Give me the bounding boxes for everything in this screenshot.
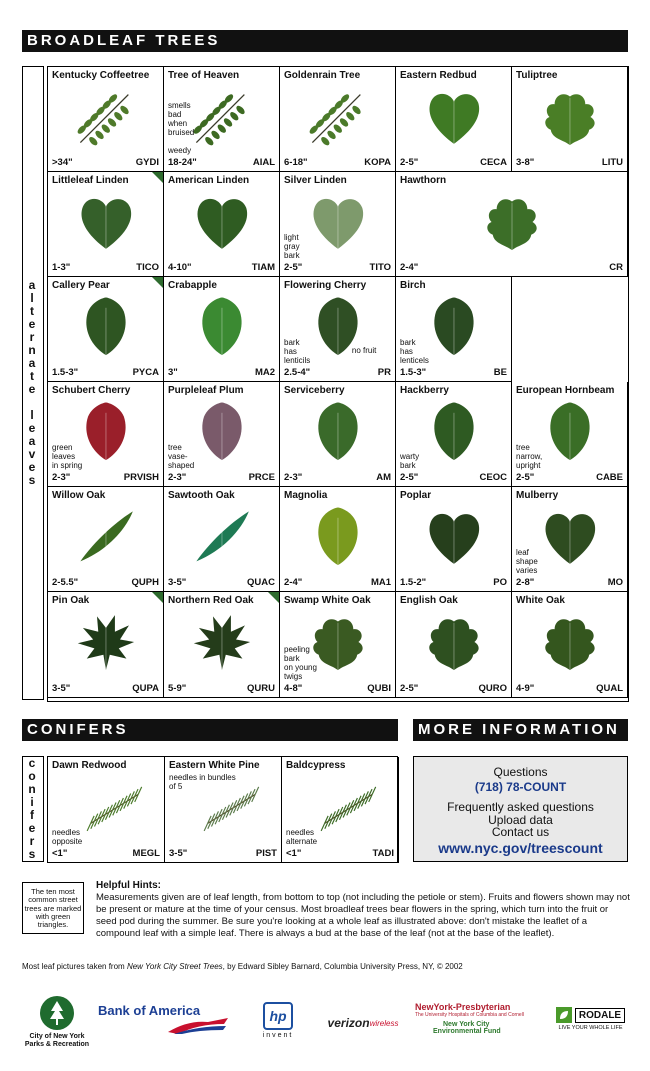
leaf-illustration	[186, 295, 258, 359]
more-info-header: MORE INFORMATION	[413, 719, 628, 741]
leaf-image	[534, 85, 606, 154]
legend-text: The ten most common street trees are marked with green triangles.	[24, 887, 82, 930]
species-code: CABE	[596, 472, 623, 483]
side-label-letter: s	[28, 473, 38, 487]
species-code: PO	[493, 577, 507, 588]
leaf-length: 1.5-3"	[52, 367, 79, 378]
hp-logo: hp invent	[256, 998, 300, 1042]
leaf-illustration	[186, 85, 258, 149]
tree-cell-english-oak	[396, 592, 512, 698]
leaf-length: 1.5-3"	[400, 367, 427, 378]
species-code: CECA	[480, 157, 507, 168]
species-code: MO	[607, 577, 623, 588]
broadleaf-side-label	[22, 66, 44, 700]
side-label-letter: e	[28, 821, 38, 835]
upload-data-link[interactable]: Upload data	[488, 812, 553, 827]
tree-name: Callery Pear	[52, 280, 110, 291]
tree-name: Goldenrain Tree	[284, 70, 361, 81]
leaf-length: 3"	[168, 367, 178, 378]
leaf-length: 1.5-2"	[400, 577, 427, 588]
faq-link[interactable]: Frequently asked questions	[447, 800, 594, 814]
tree-cell-eastern-white-pine	[165, 757, 282, 863]
tree-name: Tuliptree	[516, 70, 558, 81]
tree-cell-hawthorn	[396, 172, 628, 277]
species-code: QUPA	[132, 683, 159, 694]
leaf-image	[186, 610, 258, 679]
leaf-length: 2-5"	[400, 472, 419, 483]
species-code: CEOC	[479, 472, 507, 483]
tree-cell-white-oak	[512, 592, 628, 698]
tree-name: Pin Oak	[52, 595, 90, 606]
leaf-length: 1-3"	[52, 262, 71, 273]
website-url[interactable]: www.nyc.gov/treescount	[438, 839, 603, 856]
leaf-illustration	[302, 190, 374, 254]
common-tree-triangle-icon	[152, 277, 163, 288]
tree-note: bark has lenticels	[400, 338, 429, 365]
side-label-letter: f	[30, 808, 36, 822]
leaf-image	[534, 610, 606, 679]
photo-credit: Most leaf pictures taken from New York City Street Trees, by Edward Sibley Barnard, Columbia University Press, NY, © 2002	[22, 962, 463, 971]
tree-name: Tree of Heaven	[168, 70, 240, 81]
side-label-letter: e	[28, 382, 38, 396]
leaf-illustration	[70, 85, 142, 149]
leaf-illustration	[302, 400, 374, 464]
leaf-illustration	[418, 400, 490, 464]
tree-cell-hackberry	[396, 382, 512, 487]
tree-cell-tree-of-heaven	[164, 67, 280, 172]
side-label-letter: e	[28, 421, 38, 435]
tree-cell-swamp-white-oak	[280, 592, 396, 698]
leaf-image	[302, 85, 374, 154]
species-code: AM	[376, 472, 391, 483]
leaf-length: 2-4"	[284, 577, 303, 588]
tree-note: needles opposite	[52, 828, 83, 846]
leaf-length: 2-3"	[52, 472, 71, 483]
leaf-illustration	[534, 85, 606, 149]
tree-note: light gray bark	[284, 233, 300, 260]
tree-cell-pin-oak	[48, 592, 164, 698]
leaf-image	[70, 610, 142, 679]
tree-name: Eastern White Pine	[169, 760, 260, 771]
broadleaf-header: BROADLEAF TREES	[22, 30, 628, 52]
leaf-image	[534, 505, 606, 574]
tree-note: peeling bark on young twigs	[284, 645, 317, 681]
tree-name: Hackberry	[400, 385, 449, 396]
tree-note: leaf shape varies	[516, 548, 538, 575]
leaf-image	[70, 295, 142, 364]
side-label-letter: t	[30, 304, 36, 318]
species-code: QUAC	[247, 577, 275, 588]
species-code: GYDI	[135, 157, 159, 168]
leaf-image	[79, 777, 151, 840]
nyc-parks-logo: City of New York Parks & Recreation	[22, 992, 92, 1052]
leaf-length: 2-5"	[516, 472, 535, 483]
species-code: MA2	[254, 367, 275, 378]
species-code: TITO	[369, 262, 391, 273]
tree-name: Magnolia	[284, 490, 328, 501]
species-code: PR	[377, 367, 391, 378]
species-code: PRCE	[248, 472, 275, 483]
tree-note: needles in bundles of 5	[169, 773, 236, 791]
tree-cell-magnolia	[280, 487, 396, 592]
tree-cell-willow-oak	[48, 487, 164, 592]
species-code: BE	[493, 367, 507, 378]
leaf-illustration	[70, 610, 142, 674]
tree-name: Schubert Cherry	[52, 385, 131, 396]
common-tree-triangle-icon	[152, 592, 163, 603]
leaf-length: 2-8"	[516, 577, 535, 588]
species-code: LITU	[601, 157, 623, 168]
side-label-letter: n	[28, 782, 38, 796]
leaf-length: 5-9"	[168, 683, 187, 694]
leaf-illustration	[302, 505, 374, 569]
species-code: MA1	[370, 577, 391, 588]
common-tree-triangle-icon	[152, 172, 163, 183]
tree-name: Littleleaf Linden	[52, 175, 129, 186]
tree-cell-eastern-redbud	[396, 67, 512, 172]
questions-label: Questions	[493, 765, 548, 779]
leaf-length: 4-10"	[168, 262, 192, 273]
species-code: PIST	[255, 848, 277, 859]
tree-cell-goldenrain-tree	[280, 67, 396, 172]
tree-cell-mulberry	[512, 487, 628, 592]
leaf-length: 2-5"	[400, 683, 419, 694]
contact-us-link[interactable]: Contact us	[491, 825, 550, 839]
tree-note: tree narrow, upright	[516, 443, 543, 470]
leaf-illustration	[186, 610, 258, 674]
species-code: TADI	[372, 848, 394, 859]
leaf-length: 2-4"	[400, 262, 419, 273]
tree-cell-tuliptree	[512, 67, 628, 172]
leaf-image	[313, 777, 385, 840]
tree-cell-sawtooth-oak	[164, 487, 280, 592]
tree-cell-european-hornbeam	[512, 382, 628, 487]
newyork-presbyterian-logo: NewYork-Presbyterian The University Hospitals of Columbia and Cornell New York City Environmental Fund	[415, 1001, 524, 1035]
tree-name: Flowering Cherry	[284, 280, 367, 291]
tree-cell-schubert-cherry	[48, 382, 164, 487]
leaf-illustration	[186, 190, 258, 254]
species-code: AIAL	[252, 157, 275, 168]
leaf-image	[70, 85, 142, 154]
side-label-letter: r	[29, 330, 37, 344]
tree-name: American Linden	[168, 175, 250, 186]
tree-note: green leaves in spring	[52, 443, 83, 470]
leaf-length: >34"	[52, 157, 73, 168]
tree-name: Northern Red Oak	[168, 595, 254, 606]
phone-number[interactable]: (718) 78-COUNT	[474, 779, 567, 794]
tree-cell-kentucky-coffeetree	[48, 67, 164, 172]
leaf-illustration	[70, 190, 142, 254]
tree-cell-dawn-redwood	[48, 757, 165, 863]
tree-name: Dawn Redwood	[52, 760, 127, 771]
leaf-length: 2-5.5"	[52, 577, 79, 588]
tree-note: tree vase- shaped	[168, 443, 195, 470]
side-label-letter: e	[28, 317, 38, 331]
verizon-wireless-logo: verizon wireless	[327, 1016, 399, 1030]
tree-name: Poplar	[400, 490, 432, 501]
side-label-letter: a	[28, 278, 38, 292]
leaf-image	[186, 400, 258, 469]
leaf-length: 3-5"	[52, 683, 71, 694]
common-tree-triangle-icon	[268, 592, 279, 603]
rodale-logo: RODALE LIVE YOUR WHOLE LIFE	[553, 1004, 628, 1034]
tree-name: Swamp White Oak	[284, 595, 371, 606]
leaf-length: <1"	[286, 848, 302, 859]
species-code: QUAL	[596, 683, 623, 694]
conifers-header: CONIFERS	[22, 719, 398, 741]
hints-body: Measurements given are of leaf length, from bottom to top (not including the petiole or stem). Fruits and flowers shown may not be present or mature at the time of your census. Most broadleaf trees bear flowers in the spring, which turn into the fruit or seed pod during the summer. Be sure you're looking at a whole leaf as illustrated above: don't mistake the leaflet of a compound leaf with a simple leaf. There is always a bud at the base of the leaf (not at the base of the leaflet).	[96, 892, 630, 939]
leaf-image	[302, 400, 374, 469]
leaf-image	[302, 190, 374, 259]
leaf-length: 2-3"	[168, 472, 187, 483]
leaf-image	[418, 400, 490, 469]
tree-note-secondary: no fruit	[351, 346, 377, 355]
helpful-hints	[96, 880, 630, 940]
species-code: KOPA	[364, 157, 391, 168]
leaf-length: 4-8"	[284, 683, 303, 694]
species-code: PYCA	[132, 367, 159, 378]
leaf-image	[70, 505, 142, 574]
more-info-box	[413, 756, 628, 862]
tree-cell-flowering-cherry	[280, 277, 396, 382]
leaf-illustration	[70, 505, 142, 569]
tree-cell-baldcypress	[282, 757, 399, 863]
species-code: QURO	[478, 683, 507, 694]
leaf-length: 2-5"	[400, 157, 419, 168]
conifer-sprig-illustration	[313, 777, 385, 835]
leaf-image	[418, 505, 490, 574]
leaf-illustration	[418, 505, 490, 569]
leaf-length: 3-8"	[516, 157, 535, 168]
side-label-letter: e	[28, 460, 38, 474]
leaf-image	[186, 295, 258, 364]
leaf-length: 2-5"	[284, 262, 303, 273]
rodale-leaf-icon	[556, 1007, 572, 1023]
side-label-letter: r	[29, 834, 37, 848]
leaf-length: <1"	[52, 848, 68, 859]
tree-name: Kentucky Coffeetree	[52, 70, 150, 81]
tree-name: Birch	[400, 280, 426, 291]
leaf-image	[302, 505, 374, 574]
tree-name: Hawthorn	[400, 175, 447, 186]
leaf-length: 2-3"	[284, 472, 303, 483]
side-label-letter: c	[28, 756, 38, 770]
species-code: QUBI	[367, 683, 391, 694]
leaf-length: 3-5"	[169, 848, 188, 859]
tree-name: English Oak	[400, 595, 458, 606]
species-code: CR	[609, 262, 623, 273]
leaf-image	[186, 505, 258, 574]
tree-cell-birch	[396, 277, 512, 382]
leaf-image	[418, 85, 490, 154]
leaf-illustration	[534, 400, 606, 464]
leaf-illustration	[302, 85, 374, 149]
tree-name: Crabapple	[168, 280, 217, 291]
species-code: QURU	[247, 683, 275, 694]
tree-cell-serviceberry	[280, 382, 396, 487]
side-label-letter: t	[30, 369, 36, 383]
tree-cell-silver-linden	[280, 172, 396, 277]
side-label-letter: v	[28, 447, 38, 461]
conifers-side-label	[22, 756, 44, 862]
leaf-length: 2.5-4"	[284, 367, 311, 378]
tree-cell-northern-red-oak	[164, 592, 280, 698]
side-label-letter: o	[28, 769, 38, 783]
leaf-length: 18-24"	[168, 157, 197, 168]
tree-note: bark has lenticils	[284, 338, 311, 365]
conifer-sprig-illustration	[79, 777, 151, 835]
leaf-length: 4-9"	[516, 683, 535, 694]
leaf-length: 6-18"	[284, 157, 308, 168]
leaf-image	[534, 400, 606, 469]
tree-note: needles alternate	[286, 828, 318, 846]
parks-leaf-icon	[39, 995, 75, 1031]
species-code: TICO	[136, 262, 159, 273]
tree-name: European Hornbeam	[516, 385, 615, 396]
species-code: QUPH	[131, 577, 159, 588]
leaf-illustration	[418, 610, 490, 674]
tree-note: smells bad when bruised weedy	[168, 101, 195, 155]
species-code: PRVISH	[123, 472, 159, 483]
leaf-image	[186, 85, 258, 154]
tree-cell-poplar	[396, 487, 512, 592]
side-label-letter: s	[28, 847, 38, 861]
broadleaf-grid	[47, 66, 629, 702]
bofa-flag-icon	[168, 1018, 228, 1034]
leaf-image	[474, 190, 550, 259]
tree-name: White Oak	[516, 595, 565, 606]
tree-cell-crabapple	[164, 277, 280, 382]
leaf-illustration	[186, 400, 258, 464]
tree-name: Purpleleaf Plum	[168, 385, 244, 396]
side-label-letter: a	[28, 434, 38, 448]
tree-name: Sawtooth Oak	[168, 490, 235, 501]
tree-name: Eastern Redbud	[400, 70, 477, 81]
tree-name: Serviceberry	[284, 385, 345, 396]
leaf-illustration	[70, 295, 142, 359]
tree-name: Silver Linden	[284, 175, 347, 186]
leaf-image	[418, 610, 490, 679]
leaf-illustration	[474, 190, 550, 254]
tree-name: Mulberry	[516, 490, 559, 501]
leaf-illustration	[418, 85, 490, 149]
tree-name: Willow Oak	[52, 490, 106, 501]
side-label-letter: l	[30, 408, 36, 422]
tree-note: warty bark	[400, 452, 420, 470]
tree-name: Baldcypress	[286, 760, 346, 771]
leaf-length: 3-5"	[168, 577, 187, 588]
green-triangle-legend	[22, 882, 84, 934]
species-code: TIAM	[251, 262, 275, 273]
leaf-illustration	[534, 610, 606, 674]
side-label-letter: l	[30, 291, 36, 305]
bank-of-america-logo: Bank of America	[98, 998, 238, 1038]
side-label-letter: i	[30, 795, 36, 809]
side-label-letter: a	[28, 356, 38, 370]
hints-title: Helpful Hints:	[96, 880, 161, 891]
conifers-grid	[47, 756, 398, 863]
leaf-image	[70, 190, 142, 259]
leaf-illustration	[186, 505, 258, 569]
leaf-image	[186, 190, 258, 259]
side-label-letter: n	[28, 343, 38, 357]
tree-cell-callery-pear	[48, 277, 164, 382]
leaf-illustration	[534, 505, 606, 569]
species-code: MEGL	[132, 848, 160, 859]
tree-cell-littleleaf-linden	[48, 172, 164, 277]
tree-cell-american-linden	[164, 172, 280, 277]
tree-cell-purpleleaf-plum	[164, 382, 280, 487]
